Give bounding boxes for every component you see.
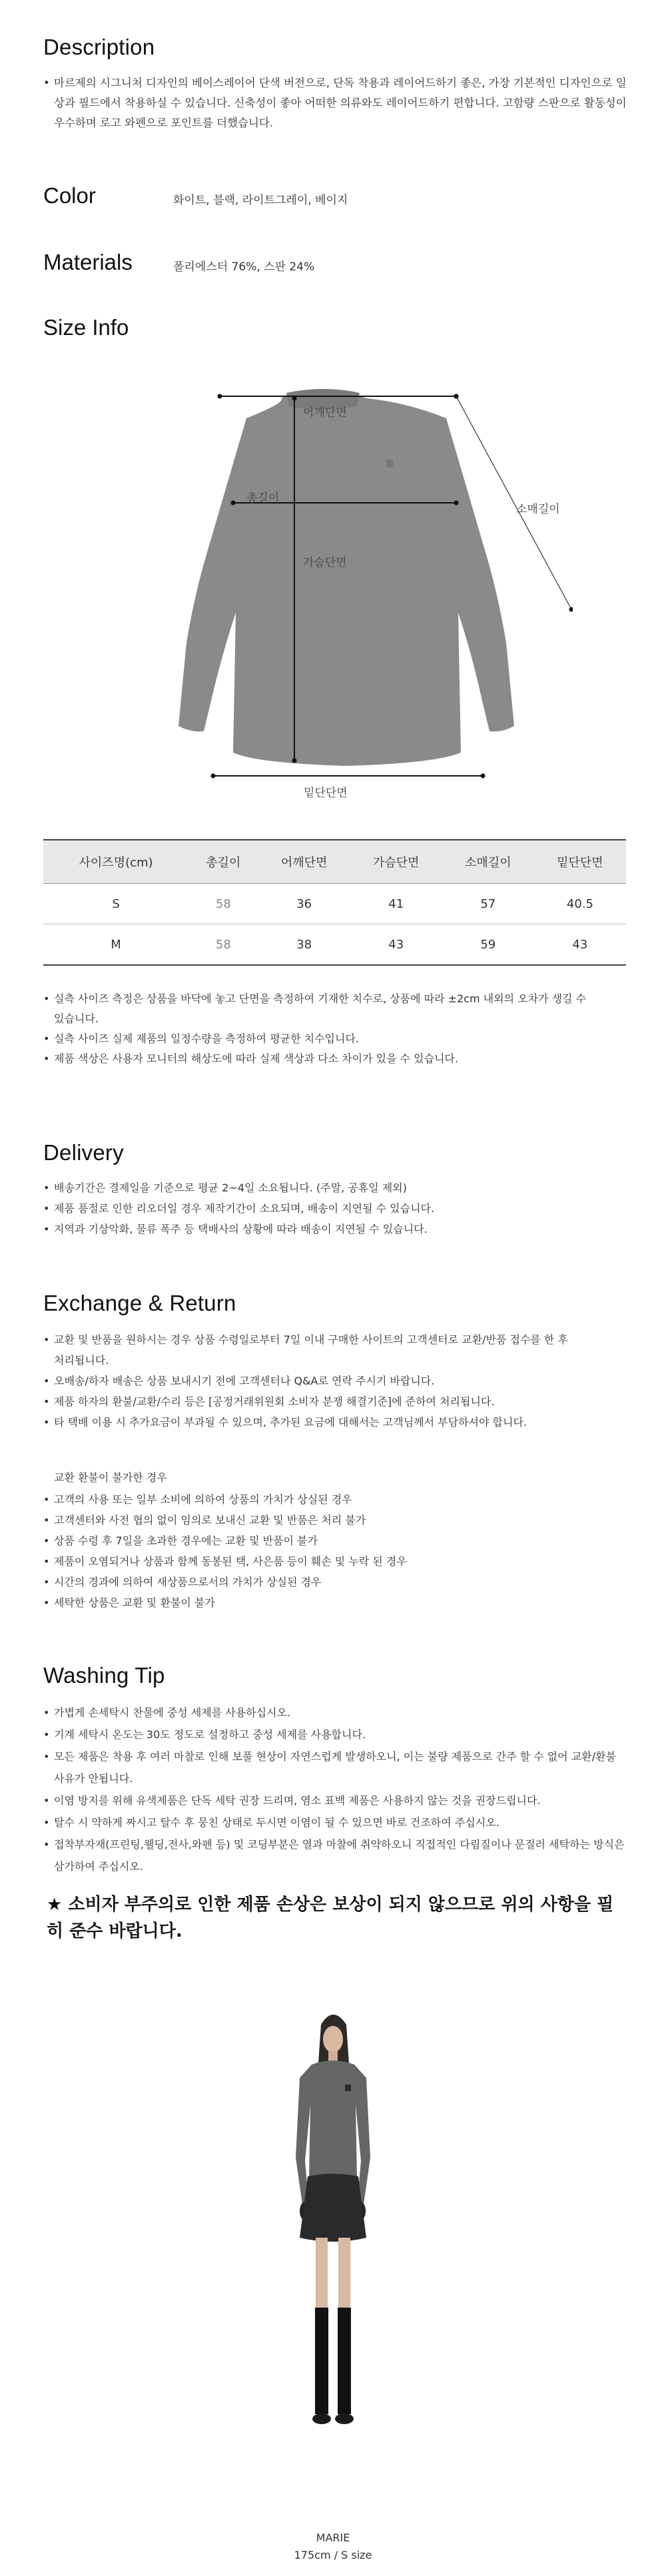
table-row [43,924,626,966]
label-sleeve: 소매길이 [516,503,560,516]
table-cell: 57 [442,884,534,924]
model-sock-right [338,2308,351,2414]
table-cell: 41 [350,884,442,924]
washing-item: • 접착부자재(프린팅,웰딩,전사,와펜 등) 및 코딩부분은 열과 마찰에 취약하오니 직접적인 다림질이나 문질러 세탁하는 방식은 삼가하여 주십시오. [43,1833,629,1877]
size-diagram [93,380,573,812]
label-length: 총길이 [246,491,280,505]
color-value: 화이트, 블랙, 라이트그레이, 베이지 [173,194,348,207]
unavailable-item: • 제품이 오염되거나 상품과 함께 동봉된 택, 사은품 등이 훼손 및 누락 된 경우 [43,1551,616,1572]
delivery-item: • 제품 품절로 인한 리오더일 경우 제작기간이 소요되며, 배송이 지연될 수 있습니다. [43,1198,629,1219]
table-header-cell: 사이즈명(cm) [43,840,188,884]
logo-patch-icon [386,460,393,468]
exchange-item: • 교환 및 반품을 원하시는 경우 상품 수령일로부터 7일 이내 구매한 사이트의 고객센터로 교환/반품 접수를 한 후 처리됩니다. [43,1329,576,1371]
shoe-right-icon [335,2414,354,2424]
unavailable-item: • 고객의 사용 또는 일부 소비에 의하여 상품의 가치가 상실된 경우 [43,1489,616,1510]
description-title: Description [43,35,155,59]
unavailable-title: 교환 환불이 불가한 경우 [54,1471,167,1484]
unavailable-item: • 고객센터와 사전 협의 없이 임의로 보내신 교환 및 반품은 처리 불가 [43,1510,616,1530]
delivery-list [43,1177,629,1239]
washing-item: • 모든 제품은 착용 후 여러 마찰로 인해 보풀 현상이 자연스럽게 발생하오니, 이는 불량 제품으로 간주 할 수 없어 교환/환불 사유가 안됩니다. [43,1746,629,1789]
unavailable-item: • 세탁한 상품은 교환 및 환불이 불가 [43,1592,616,1613]
logo-patch-icon [345,2085,351,2091]
table-header-cell: 밑단단면 [534,840,626,884]
table-cell: 36 [258,884,350,924]
table-row [43,884,626,924]
size-note: • 실측 사이즈 실제 제품의 일정수량을 측정하여 평균한 치수입니다. [43,1029,589,1049]
washing-list [43,1702,629,1877]
table-header-cell: 가슴단면 [350,840,442,884]
table-cell: 59 [442,924,534,966]
table-header-cell: 소매길이 [442,840,534,884]
exchange-item: • 제품 하자의 환불/교환/수리 등은 [공정거래위원회 소비자 분쟁 해결기준]에 준하여 처리됩니다. [43,1391,576,1412]
table-cell: 43 [534,924,626,966]
size-note: • 제품 색상은 사용자 모니터의 해상도에 따라 실제 색상과 다소 차이가 있을 수 있습니다. [43,1049,589,1069]
table-cell: 58 [188,924,258,966]
table-cell: 43 [350,924,442,966]
size-info-title: Size Info [43,315,129,340]
exchange-item: • 타 택배 이용 시 추가요금이 부과될 수 있으며, 추가된 요금에 대해서는 고객님께서 부담하셔야 합니다. [43,1412,576,1433]
model-face [323,2026,343,2053]
delivery-item: • 배송기간은 결제일을 기준으로 평균 2~4일 소요됩니다. (주말, 공휴일 제외) [43,1177,629,1198]
description-list [43,73,629,133]
shoe-left-icon [312,2414,331,2424]
table-header-cell: 어깨단면 [258,840,350,884]
model-photo [266,2005,400,2484]
size-table-header [43,840,626,884]
table-cell: 58 [188,884,258,924]
size-table [43,839,626,966]
exchange-title: Exchange & Return [43,1291,236,1315]
exchange-item: • 오배송/하자 배송은 상품 보내시기 전에 고객센터나 Q&A로 연락 주시기 바랍니다. [43,1371,576,1391]
garment-silhouette [178,394,514,766]
model-size: 175cm / S size [294,2549,372,2561]
washing-warning: ★ 소비자 부주의로 인한 제품 손상은 보상이 되지 않으므로 위의 사항을 필히 준수 바랍니다. [47,1895,614,1941]
model-sock-left [315,2308,328,2414]
label-shoulder: 어깨단면 [303,406,347,420]
table-cell: 40.5 [534,884,626,924]
color-title: Color [43,183,96,208]
description-text: • 마르제의 시그니처 디자인의 베이스레이어 단색 버전으로, 단독 착용과 레이어드하기 좋은, 가장 기본적인 디자인으로 일상과 필드에서 착용하실 수 있습니다. 신축성이 좋아 어떠한 의류와도 레이어드하기 편합니다. 고함량 스판으로 활동성이 우수하며 로고 와펜으로 포인트를 더했습니다. [43,73,629,133]
unavailable-item: • 상품 수령 후 7일을 초과한 경우에는 교환 및 반품이 불가 [43,1530,616,1551]
unavailable-item: • 시간의 경과에 의하여 새상품으로서의 가치가 상실된 경우 [43,1572,616,1592]
delivery-title: Delivery [43,1140,124,1165]
washing-item: • 기계 세탁시 온도는 30도 정도로 설정하고 중성 세제를 사용합니다. [43,1724,629,1746]
label-hem: 밑단단면 [304,787,348,800]
unavailable-list [43,1489,616,1613]
washing-title: Washing Tip [43,1663,165,1688]
washing-item: • 가볍게 손세탁시 찬물에 중성 세제를 사용하십시오. [43,1702,629,1724]
model-name: MARIE [316,2531,350,2544]
washing-item: • 이염 방지를 위해 유색제품은 단독 세탁 권장 드리며, 염소 표백 제품은 사용하지 않는 것을 권장드립니다. [43,1789,629,1811]
delivery-item: • 지역과 기상악화, 물류 폭주 등 택배사의 상황에 따라 배송이 지연될 수 있습니다. [43,1219,629,1239]
exchange-list [43,1329,576,1433]
size-note: • 실측 사이즈 측정은 상품을 바닥에 놓고 단면을 측정하여 기재한 치수로, 상품에 따라 ±2cm 내외의 오차가 생길 수 있습니다. [43,989,589,1029]
table-header-cell: 총길이 [188,840,258,884]
size-notes [43,989,589,1069]
table-cell: 38 [258,924,350,966]
model-skirt [300,2174,366,2242]
washing-item: • 탈수 시 약하게 짜시고 탈수 후 뭉친 상태로 두시면 이염이 될 수 있으면 바로 건조하여 주십시오. [43,1811,629,1833]
materials-value: 폴리에스터 76%, 스판 24% [173,260,315,274]
table-cell: S [43,884,188,924]
label-chest: 가슴단면 [303,556,347,569]
materials-title: Materials [43,250,133,274]
table-cell: M [43,924,188,966]
